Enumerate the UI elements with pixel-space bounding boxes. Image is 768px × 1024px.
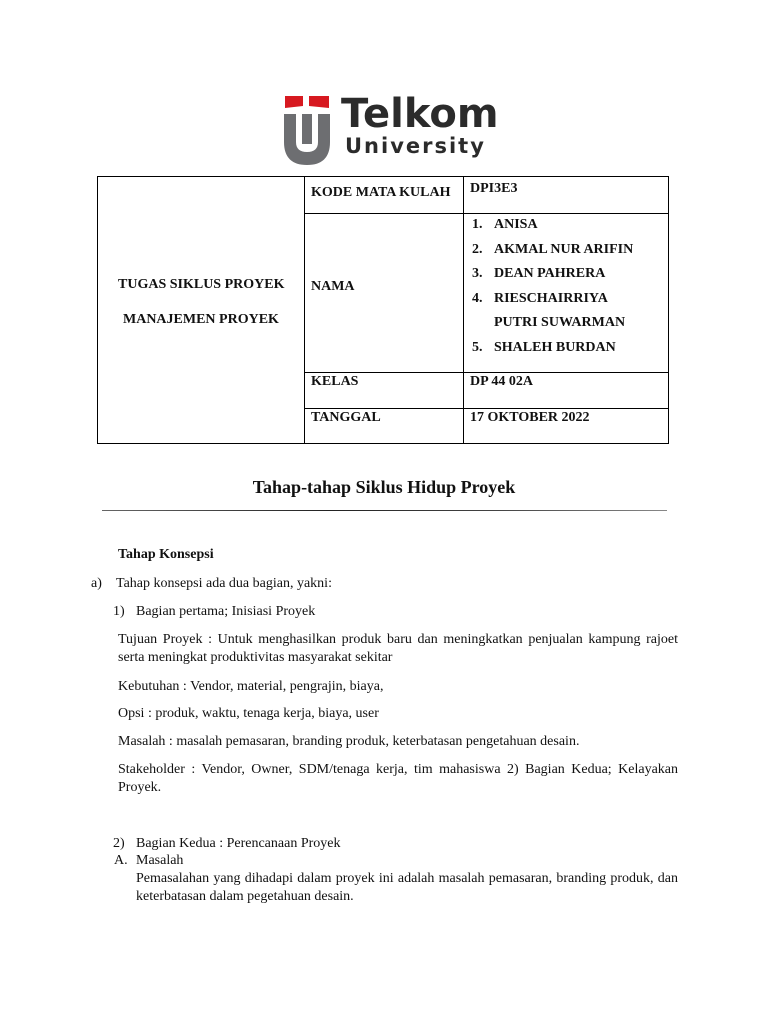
course-title: MANAJEMEN PROYEK (123, 312, 279, 327)
logo-telkom-text: Telkom (341, 91, 499, 137)
assignment-title: TUGAS SIKLUS PROYEK (118, 277, 285, 292)
value-kode-mata-kuliah: DPI3E3 (470, 181, 518, 196)
table-divider (463, 176, 464, 444)
value-kelas: DP 44 02A (470, 374, 533, 389)
member-name-item: 1. ANISA (472, 217, 538, 232)
table-divider (304, 176, 305, 444)
member-name: SHALEH BURDAN (494, 339, 616, 355)
member-name-item: 2. AKMAL NUR ARIFIN (472, 241, 634, 257)
opsi: Opsi : produk, waktu, tenaga kerja, biaya, user (118, 706, 379, 721)
sub1-marker: 1) (113, 604, 125, 619)
subA-text: Masalah (136, 853, 184, 868)
member-name-item (494, 311, 633, 336)
value-tanggal: 17 OKTOBER 2022 (470, 410, 590, 425)
subA-marker: A. (114, 853, 128, 868)
member-name: ANISA (494, 217, 538, 232)
label-nama: NAMA (311, 279, 355, 294)
sub2-marker: 2) (113, 836, 125, 851)
logo-university-text: University (345, 134, 486, 158)
member-name: RIESCHAIRRIYA (494, 290, 608, 306)
item-a-marker: a) (91, 576, 102, 591)
member-name: PUTRI SUWARMAN (494, 315, 626, 331)
subA-body: Pemasalahan yang dihadapi dalam proyek ini adalah masalah pemasaran, branding produk, dan keterbatasan dalam pegetahuan desain. (136, 871, 678, 904)
stakeholder: Stakeholder : Vendor, Owner, SDM/tenaga kerja, tim mahasiswa 2) Bagian Kedua; Kelayakan Proyek. (118, 762, 678, 795)
member-name-item: 4. RIESCHAIRRIYA (472, 290, 608, 306)
tujuan-proyek: Tujuan Proyek : Untuk menghasilkan produk baru dan meningkatkan penjualan kampung rajoet serta meningkat produktivitas masyarakat sekitar (118, 632, 678, 665)
telkom-university-logo (283, 91, 499, 166)
telkom-logo-mark-icon (283, 94, 331, 166)
sub2-text: Bagian Kedua : Perencanaan Proyek (136, 836, 341, 851)
title-underline (102, 510, 667, 511)
member-names-list (472, 213, 634, 361)
section-heading: Tahap Konsepsi (118, 547, 214, 562)
member-name: DEAN PAHRERA (494, 266, 606, 282)
member-name: AKMAL NUR ARIFIN (494, 241, 634, 257)
label-kelas: KELAS (311, 374, 359, 389)
item-a-text: Tahap konsepsi ada dua bagian, yakni: (116, 576, 332, 591)
label-tanggal: TANGGAL (311, 410, 381, 425)
document-title: Tahap-tahap Siklus Hidup Proyek (252, 477, 516, 497)
kebutuhan: Kebutuhan : Vendor, material, pengrajin, biaya, (118, 679, 384, 694)
member-name-item: 3. DEAN PAHRERA (472, 266, 606, 282)
label-kode-mata-kuliah: KODE MATA KULAH (311, 185, 451, 200)
member-name-item: 5. SHALEH BURDAN (472, 339, 616, 355)
sub1-text: Bagian pertama; Inisiasi Proyek (136, 604, 316, 619)
masalah: Masalah : masalah pemasaran, branding produk, keterbatasan pengetahuan desain. (118, 734, 580, 749)
